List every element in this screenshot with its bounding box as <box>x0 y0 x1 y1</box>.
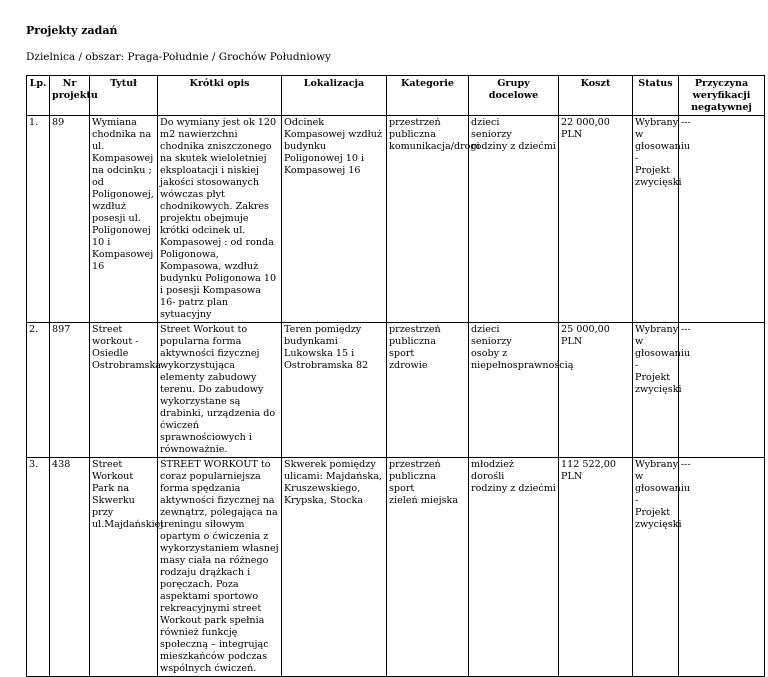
cell-lp: 1. <box>27 116 50 323</box>
cell-tytul: Street workout - Osiedle Ostrobramska <box>90 323 158 458</box>
header-przyczyna: Przyczyna weryfikacji negatywnej <box>679 76 765 116</box>
cell-koszt: 25 000,00 PLN <box>559 323 633 458</box>
cell-nr: 89 <box>50 116 90 323</box>
header-lokalizacja: Lokalizacja <box>282 76 387 116</box>
cell-status: Wybrany w głosowaniu - Projekt zwycięski <box>633 116 679 323</box>
cell-lokalizacja: Teren pomiędzy budynkami Lukowska 15 i Ostrobramska 82 <box>282 323 387 458</box>
cell-koszt: 112 522,00 PLN <box>559 458 633 677</box>
cell-lokalizacja: Skwerek pomiędzy ulicami: Majdańska, Kruszewskiego, Krypska, Stocka <box>282 458 387 677</box>
projects-table <box>26 75 765 677</box>
cell-nr: 438 <box>50 458 90 677</box>
header-nr-projektu: Nr projektu <box>50 76 90 116</box>
cell-lokalizacja: Odcinek Kompasowej wzdłuż budynku Poligonowej 10 i Kompasowej 16 <box>282 116 387 323</box>
cell-grupy: dzieci seniorzy rodziny z dziećmi <box>469 116 559 323</box>
header-tytul: Tytuł <box>90 76 158 116</box>
header-koszt: Koszt <box>559 76 633 116</box>
cell-tytul: Street Workout Park na Skwerku przy ul.Majdańskiej <box>90 458 158 677</box>
cell-tytul: Wymiana chodnika na ul. Kompasowej na odcinku ; od Poligonowej, wzdłuż posesji ul. Poligonowej 10 i Kompasowej 16 <box>90 116 158 323</box>
header-lp: Lp. <box>27 76 50 116</box>
cell-nr: 897 <box>50 323 90 458</box>
table-row <box>27 323 765 458</box>
cell-przyczyna: --- <box>679 458 765 677</box>
cell-lp: 3. <box>27 458 50 677</box>
cell-przyczyna: --- <box>679 116 765 323</box>
cell-grupy: młodzież dorośli rodziny z dziećmi <box>469 458 559 677</box>
cell-kategorie: przestrzeń publiczna sport zdrowie <box>387 323 469 458</box>
cell-przyczyna: --- <box>679 323 765 458</box>
cell-opis: STREET WORKOUT to coraz popularniejsza forma spędzania aktywności fizycznej na zewnątrz, polegająca na treningu siłowym opartym o ćwiczenia z wykorzystaniem własnej masy ciała na różnego rodzaju drążkach i poręczach. Poza aspektami sportowo rekreacyjnymi street Workout park spełnia również funkcję społeczną – integrując mieszkańców podczas wspólnych ćwiczeń. <box>158 458 282 677</box>
table-row <box>27 116 765 323</box>
header-status: Status <box>633 76 679 116</box>
table-header-row <box>27 76 765 116</box>
header-krotki-opis: Krótki opis <box>158 76 282 116</box>
cell-kategorie: przestrzeń publiczna komunikacja/drogi <box>387 116 469 323</box>
table-row <box>27 458 765 677</box>
cell-grupy: dzieci seniorzy osoby z niepełnosprawnością <box>469 323 559 458</box>
header-kategorie: Kategorie <box>387 76 469 116</box>
cell-opis: Do wymiany jest ok 120 m2 nawierzchni chodnika zniszczonego na skutek wieloletniej eksploatacji i niskiej jakości stosowanych wówczas płyt chodnikowych. Zakres projektu obejmuje krótki odcinek ul. Kompasowej : od ronda Poligonowa, Kompasowa, wzdłuż budynku Poligonowa 10 i posesji Kompasowa 16- patrz plan sytuacyjny <box>158 116 282 323</box>
cell-opis: Street Workout to popularna forma aktywności fizycznej wykorzystująca elementy zabudowy terenu. Do zabudowy wykorzystane są drabinki, urządzenia do ćwiczeń sprawnościowych i równoważnie. <box>158 323 282 458</box>
cell-lp: 2. <box>27 323 50 458</box>
cell-kategorie: przestrzeń publiczna sport zieleń miejska <box>387 458 469 677</box>
header-grupy-docelowe: Grupy docelowe <box>469 76 559 116</box>
cell-koszt: 22 000,00 PLN <box>559 116 633 323</box>
document-title: Projekty zadań <box>26 24 118 37</box>
cell-status: Wybrany w głosowaniu - Projekt zwycięski <box>633 458 679 677</box>
cell-status: Wybrany w głosowaniu - Projekt zwycięski <box>633 323 679 458</box>
district-subtitle: Dzielnica / obszar: Praga-Południe / Grochów Południowy <box>26 51 331 63</box>
